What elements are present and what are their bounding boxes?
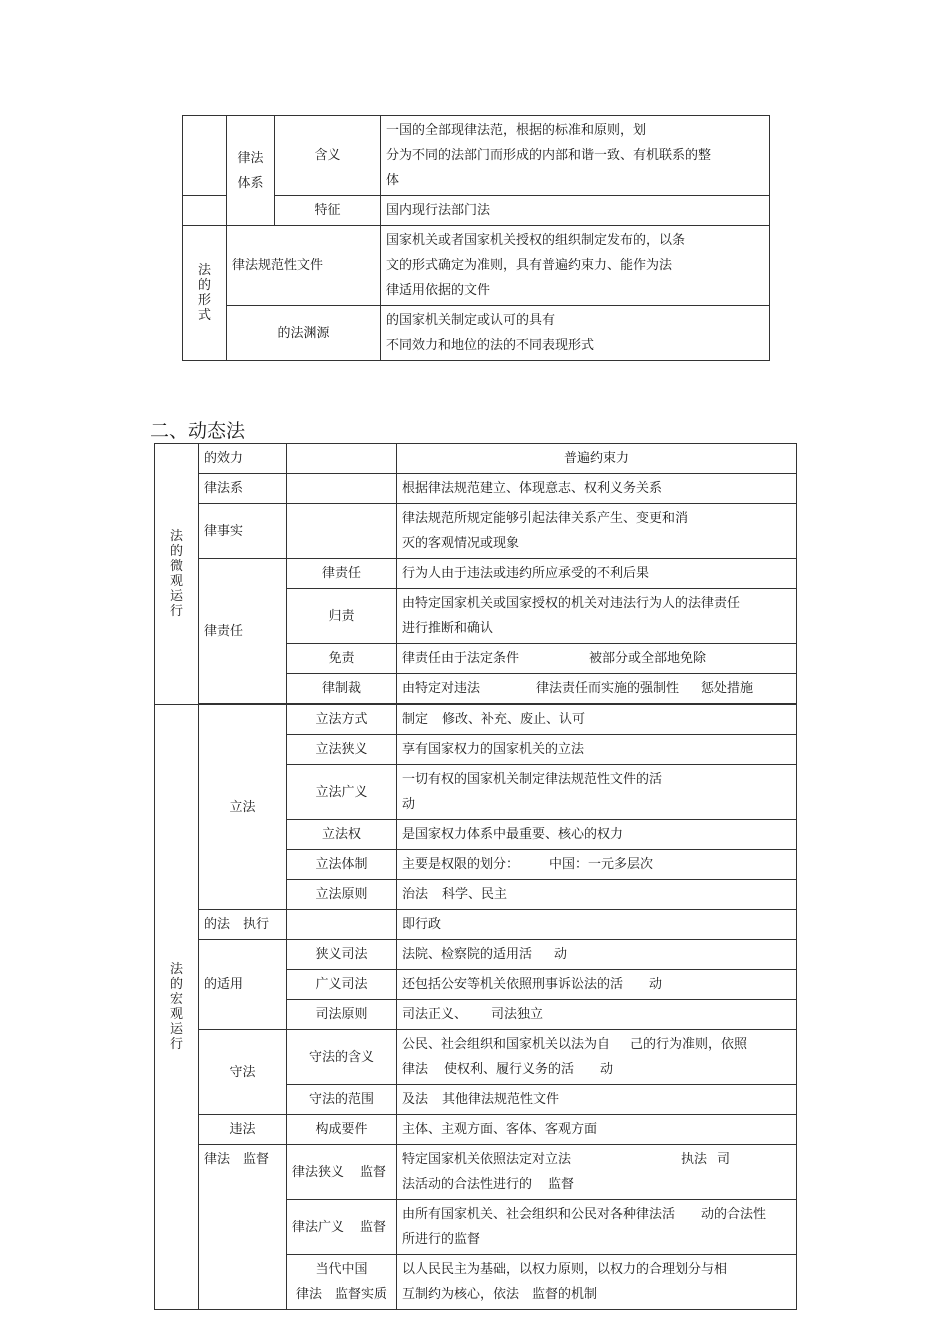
cell-judicial-broad: 广义司法 [287, 970, 397, 1000]
cell-legislative-power: 立法权 [287, 820, 397, 850]
cell-supervision-narrow: 律法狭义 监督 [287, 1145, 397, 1200]
cell-supervision-broad-text: 由所有国家机关、社会组织和公民对各种律法活 动的合法性 所进行的监督 [397, 1200, 797, 1255]
cell-source-of-law: 的法渊源 [227, 306, 381, 361]
cell-meaning-text: 一国的全部现律法范，根据的标准和原则，划 分为不同的法部门而形成的内部和谐一致、有机联系的整 体 [381, 116, 770, 196]
cell-legal-supervision: 律法 监督 [199, 1145, 287, 1310]
cell-compliance-meaning: 守法的含义 [287, 1030, 397, 1085]
cell-law-enforcement-text: 即行政 [397, 910, 797, 940]
cell-law-application: 的适用 [199, 940, 287, 1030]
cell-normative-docs-text: 国家机关或者国家机关授权的组织制定发布的，以条 文的形式确定为准则，具有普遍约束力、能作为法 律适用依据的文件 [381, 226, 770, 306]
cell-judicial-narrow-text: 法院、检察院的适用活 动 [397, 940, 797, 970]
cell-violation-elements-text: 主体、主观方面、客体、客观方面 [397, 1115, 797, 1145]
cell-compliance-scope: 守法的范围 [287, 1085, 397, 1115]
cell-legislation-method-text: 制定 修改、补充、废止、认可 [397, 705, 797, 735]
cell-imputation-text: 由特定国家机关或国家授权的机关对违法行为人的法律责任 进行推断和确认 [397, 589, 797, 644]
cell-legislation-broad-text: 一切有权的国家机关制定律法规范性文件的活 动 [397, 765, 797, 820]
cell-sanction: 律制裁 [287, 674, 397, 704]
cell-compliance-scope-text: 及法 其他律法规范性文件 [397, 1085, 797, 1115]
cell-legislation-broad: 立法广义 [287, 765, 397, 820]
cell-judicial-narrow: 狭义司法 [287, 940, 397, 970]
cell-feature-text: 国内现行法部门法 [381, 196, 770, 226]
cell-legal-relation: 律法系 [199, 474, 287, 504]
cell-legislative-power-text: 是国家权力体系中最重要、核心的权力 [397, 820, 797, 850]
cell-meaning-label: 含义 [275, 116, 381, 196]
cell-supervision-essence: 当代中国 律法 监督实质 [287, 1255, 397, 1310]
cell-legislation: 立法 [199, 705, 287, 910]
cell-forms-of-law: 法的形式 [183, 226, 227, 361]
cell-compliance-meaning-text: 公民、社会组织和国家机关以法为自 己的行为准则，依照 律法 使权利、履行义务的活 动 [397, 1030, 797, 1085]
cell-liability-sub: 律责任 [287, 559, 397, 589]
cell-imputation: 归责 [287, 589, 397, 644]
cell-violation-elements: 构成要件 [287, 1115, 397, 1145]
cell-legal-fact: 律事实 [199, 504, 287, 559]
cell-effect-text: 普遍约束力 [397, 444, 797, 474]
cell-legislation-narrow: 立法狭义 [287, 735, 397, 765]
cell-violation: 违法 [199, 1115, 287, 1145]
cell-supervision-narrow-text: 特定国家机关依照法定对立法 执法 司 法活动的合法性进行的 监督 [397, 1145, 797, 1200]
cell-exemption: 免责 [287, 644, 397, 674]
cell-supervision-essence-text: 以人民民主为基础，以权力原则，以权力的合理划分与相 互制约为核心，依法 监督的机制 [397, 1255, 797, 1310]
cell-supervision-broad: 律法广义 监督 [287, 1200, 397, 1255]
dynamic-law-table [154, 443, 797, 1310]
cell-sanction-text: 由特定对违法 律法责任而实施的强制性 惩处措施 [397, 674, 797, 704]
cell-legal-system: 律法 体系 [227, 116, 275, 226]
cell-effect: 的效力 [199, 444, 287, 474]
cell-judicial-broad-text: 还包括公安等机关依照刑事诉讼法的活 动 [397, 970, 797, 1000]
cell-legislative-principle-text: 治法 科学、民主 [397, 880, 797, 910]
cell-legislation-narrow-text: 享有国家权力的国家机关的立法 [397, 735, 797, 765]
cell-feature-label: 特征 [275, 196, 381, 226]
cell-source-of-law-text: 的国家机关制定或认可的具有 不同效力和地位的法的不同表现形式 [381, 306, 770, 361]
cell-liability-text: 行为人由于违法或违约所应承受的不利后果 [397, 559, 797, 589]
cell-macro-operation: 法的宏观运行 [155, 705, 199, 1310]
cell-legislation-method: 立法方式 [287, 705, 397, 735]
cell-empty [183, 116, 227, 196]
cell-legislative-system-text: 主要是权限的划分： 中国：一元多层次 [397, 850, 797, 880]
cell-law-enforcement: 的法 执行 [199, 910, 287, 940]
cell-legal-liability: 律责任 [199, 559, 287, 704]
section-heading: 二、动态法 [150, 420, 246, 442]
cell-compliance: 守法 [199, 1030, 287, 1115]
cell-exemption-text: 律责任由于法定条件 被部分或全部地免除 [397, 644, 797, 674]
cell-legal-relation-text: 根据律法规范建立、体现意志、权利义务关系 [397, 474, 797, 504]
cell-judicial-principle-text: 司法正义、 司法独立 [397, 1000, 797, 1030]
cell-normative-docs: 律法规范性文件 [227, 226, 381, 306]
cell-micro-operation: 法的微观运行 [155, 444, 199, 705]
cell-legislative-system: 立法体制 [287, 850, 397, 880]
cell-legal-fact-text: 律法规范所规定能够引起法律关系产生、变更和消 灭的客观情况或现象 [397, 504, 797, 559]
cell-judicial-principle: 司法原则 [287, 1000, 397, 1030]
cell-legislative-principle: 立法原则 [287, 880, 397, 910]
static-law-table [182, 115, 770, 361]
